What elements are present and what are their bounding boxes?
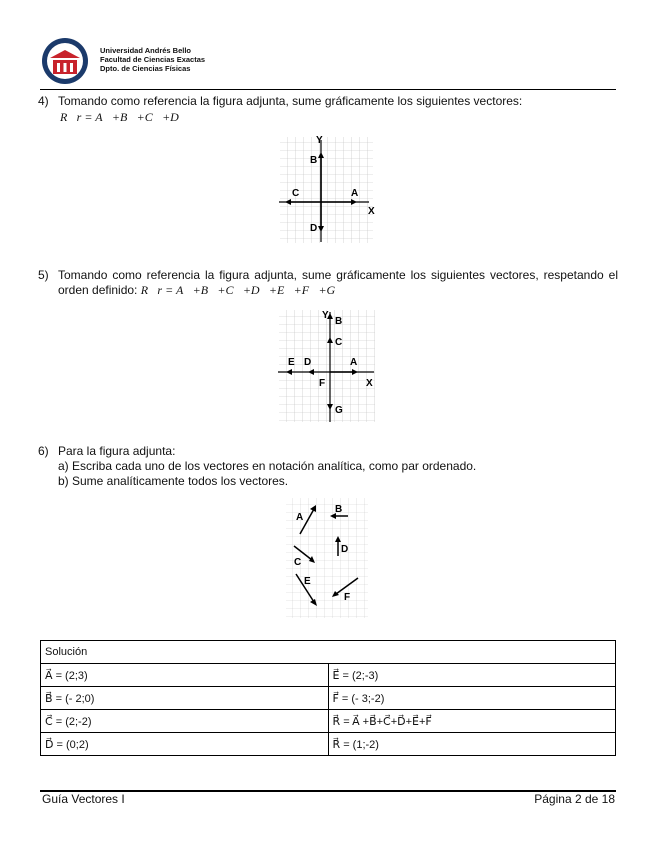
university-logo bbox=[40, 36, 90, 86]
footer-page-number: Página 2 de 18 bbox=[534, 792, 615, 806]
solution-cell: R⃗ = A⃗ +B⃗+C⃗+D⃗+E⃗+F⃗ bbox=[328, 710, 616, 733]
question-6-text: Para la figura adjunta: bbox=[58, 444, 176, 458]
q6-label-f: F bbox=[344, 592, 351, 603]
question-6-item-a: a) Escriba cada uno de los vectores en notación analítica, como par ordenado. bbox=[58, 459, 477, 473]
q6-label-a: A bbox=[296, 512, 304, 523]
solution-header-row bbox=[41, 641, 616, 664]
solution-cell: A⃗ = (2;3) bbox=[41, 664, 329, 687]
solution-cell: E⃗ = (2;-3) bbox=[328, 664, 616, 687]
question-4-text: Tomando como referencia la figura adjunta, sume gráficamente los siguientes vectores: bbox=[58, 94, 523, 108]
q4-label-b: B bbox=[310, 155, 318, 166]
q4-label-d: D bbox=[310, 223, 318, 234]
question-4-formula: R⃗r = A⃗+B⃗+C⃗+D⃗ bbox=[60, 110, 189, 124]
q4-label-x: X bbox=[368, 206, 375, 217]
faculty-name: Facultad de Ciencias Exactas bbox=[100, 55, 206, 64]
solution-cell: R⃗ = (1;-2) bbox=[328, 733, 616, 756]
question-4 bbox=[38, 94, 618, 109]
solution-cell: F⃗ = (- 3;-2) bbox=[328, 687, 616, 710]
footer-rule bbox=[40, 790, 616, 792]
question-5 bbox=[38, 268, 618, 298]
q5-label-g: G bbox=[335, 405, 343, 416]
q6-label-e: E bbox=[304, 576, 311, 587]
q5-label-e: E bbox=[288, 357, 295, 368]
department-name: Dpto. de Ciencias Físicas bbox=[100, 64, 191, 73]
solution-table bbox=[40, 640, 616, 756]
q5-label-c: C bbox=[335, 337, 343, 348]
solution-header: Solución bbox=[41, 641, 616, 664]
q5-label-d: D bbox=[304, 357, 312, 368]
q6-label-c: C bbox=[294, 557, 302, 568]
q4-label-a: A bbox=[351, 188, 359, 199]
institution-block bbox=[100, 46, 205, 73]
question-5-statement: Tomando como referencia la figura adjunta, sume gráficamente los siguientes vectores, respetando el orden definido: bbox=[58, 268, 618, 297]
q5-label-f: F bbox=[319, 378, 326, 389]
table-row bbox=[41, 710, 616, 733]
solution-cell: D⃗ = (0;2) bbox=[41, 733, 329, 756]
solution-cell: B⃗ = (- 2;0) bbox=[41, 687, 329, 710]
q5-label-b: B bbox=[335, 316, 343, 327]
question-5-formula: R⃗r = A⃗+B⃗+C⃗+D⃗+E⃗+F⃗+G⃗ bbox=[140, 283, 345, 297]
question-5-text bbox=[58, 268, 618, 298]
q5-vector-figure bbox=[278, 308, 378, 426]
q4-label-y: Y bbox=[316, 135, 323, 146]
solution-cell: C⃗ = (2;-2) bbox=[41, 710, 329, 733]
q5-label-y: Y bbox=[322, 310, 329, 321]
university-name: Universidad Andrés Bello bbox=[100, 46, 191, 55]
q6-label-b: B bbox=[335, 504, 343, 515]
q4-label-c: C bbox=[292, 188, 300, 199]
header-rule bbox=[40, 89, 616, 90]
question-6 bbox=[38, 444, 618, 459]
question-6-item-b: b) Sume analíticamente todos los vectores. bbox=[58, 474, 289, 488]
question-5-number: 5) bbox=[38, 268, 49, 282]
q4-vector-figure bbox=[279, 134, 379, 246]
question-6-number: 6) bbox=[38, 444, 49, 458]
footer-guide-title: Guía Vectores I bbox=[42, 792, 125, 806]
table-row bbox=[41, 687, 616, 710]
q5-label-x: X bbox=[366, 378, 373, 389]
question-4-number: 4) bbox=[38, 94, 49, 108]
q5-label-a: A bbox=[350, 357, 358, 368]
q6-vector-figure bbox=[284, 496, 370, 620]
table-row bbox=[41, 733, 616, 756]
table-row bbox=[41, 664, 616, 687]
q6-label-d: D bbox=[341, 544, 349, 555]
